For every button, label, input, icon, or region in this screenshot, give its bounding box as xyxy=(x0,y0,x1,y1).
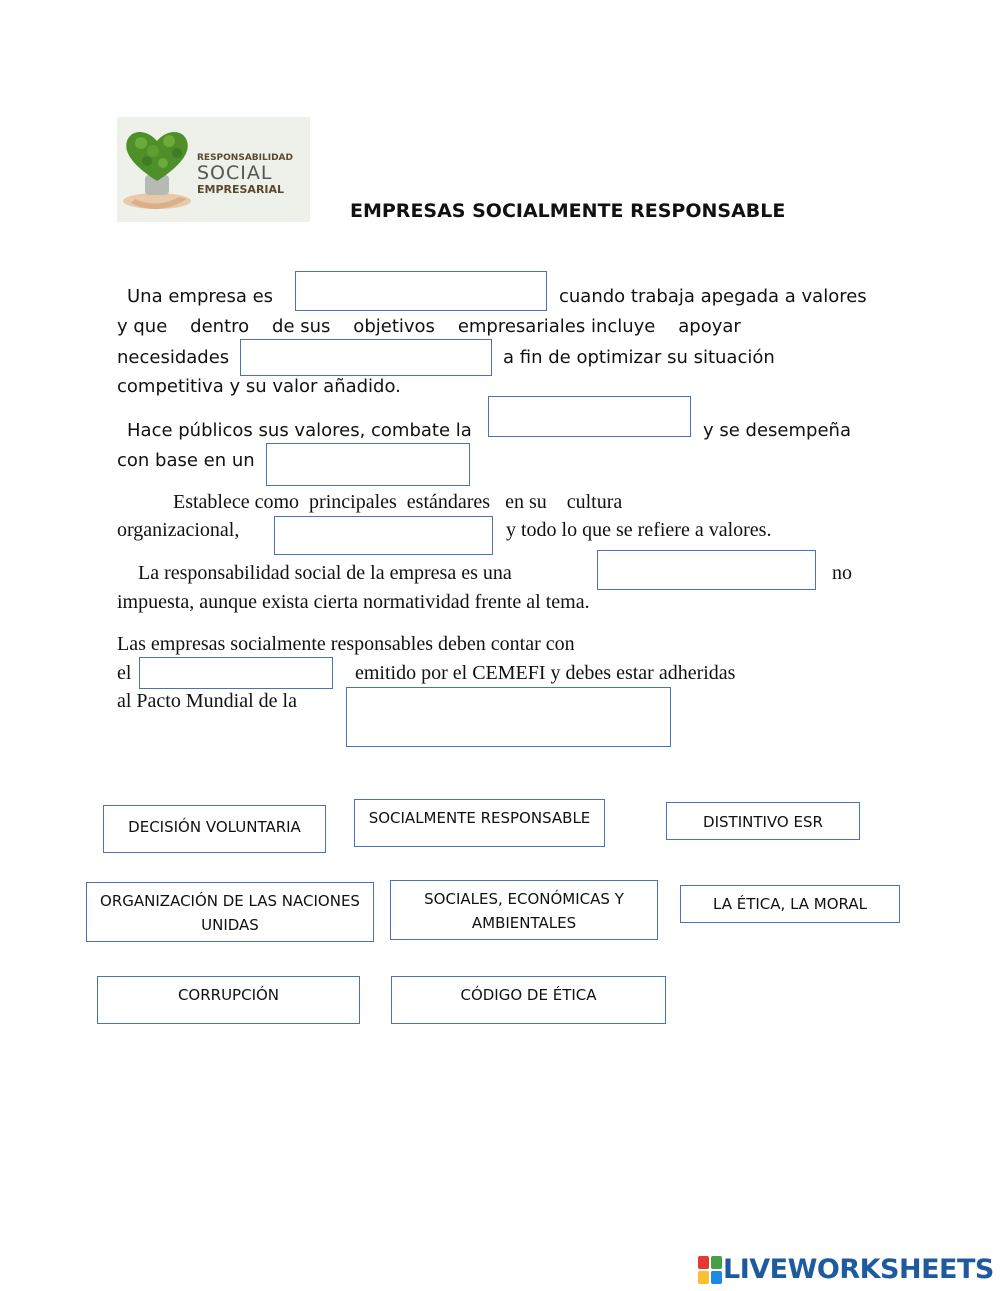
option-corrupcion[interactable]: CORRUPCIÓN xyxy=(97,976,360,1024)
text-p5c: emitido por el CEMEFI y debes estar adheridas xyxy=(355,662,736,684)
logo-image xyxy=(117,117,310,222)
brand-name: LIVEWORKSHEETS xyxy=(723,1254,994,1285)
text-p5b: el xyxy=(117,662,132,684)
text-p1a: Una empresa es xyxy=(127,286,274,307)
text-p1c: y que dentro de sus objetivos empresariales incluye apoyar xyxy=(117,316,741,337)
logo-line1: RESPONSABILIDAD xyxy=(197,153,293,163)
option-distintivo-esr[interactable]: DISTINTIVO ESR xyxy=(666,802,860,840)
blank-6[interactable] xyxy=(597,550,816,590)
option-sociales-economicas[interactable]: SOCIALES, ECONÓMICAS Y AMBIENTALES xyxy=(390,880,658,940)
logo-line2: SOCIAL xyxy=(197,162,273,184)
text-p2a: Hace públicos sus valores, combate la xyxy=(127,420,472,441)
blank-3[interactable] xyxy=(488,396,691,437)
text-p4c: impuesta, aunque exista cierta normatividad frente al tema. xyxy=(117,591,590,613)
text-p5d: al Pacto Mundial de la xyxy=(117,690,297,712)
text-p3b: organizacional, xyxy=(117,519,240,541)
option-socialmente-responsable[interactable]: SOCIALMENTE RESPONSABLE xyxy=(354,799,605,847)
text-p4a: La responsabilidad social de la empresa es una xyxy=(138,562,512,584)
text-p3a: Establece como principales estándares en su cultura xyxy=(173,491,623,513)
blank-8[interactable] xyxy=(346,687,671,747)
text-p2c: con base en un xyxy=(117,450,255,471)
blank-2[interactable] xyxy=(240,339,492,376)
text-p1e: a fin de optimizar su situación xyxy=(503,347,775,368)
page-title: EMPRESAS SOCIALMENTE RESPONSABLE xyxy=(350,200,786,222)
text-p4b: no xyxy=(832,562,852,584)
text-p1f: competitiva y su valor añadido. xyxy=(117,376,401,397)
blank-7[interactable] xyxy=(139,657,333,689)
option-etica-moral[interactable]: LA ÉTICA, LA MORAL xyxy=(680,885,900,923)
option-decision-voluntaria[interactable]: DECISIÓN VOLUNTARIA xyxy=(103,805,326,853)
text-p5a: Las empresas socialmente responsables deben contar con xyxy=(117,633,575,655)
liveworksheets-logo-icon xyxy=(697,1255,723,1285)
text-p1b: cuando trabaja apegada a valores xyxy=(559,286,867,307)
blank-4[interactable] xyxy=(266,443,470,486)
blank-5[interactable] xyxy=(274,516,493,555)
text-p3c: y todo lo que se refiere a valores. xyxy=(506,519,772,541)
liveworksheets-brand xyxy=(697,1254,994,1285)
text-p1d: necesidades xyxy=(117,347,230,368)
option-onu[interactable]: ORGANIZACIÓN DE LAS NACIONES UNIDAS xyxy=(86,882,374,942)
text-p2b: y se desempeña xyxy=(703,420,851,441)
logo-line3: EMPRESARIAL xyxy=(197,183,285,196)
blank-1[interactable] xyxy=(295,271,547,311)
option-codigo-etica[interactable]: CÓDIGO DE ÉTICA xyxy=(391,976,666,1024)
